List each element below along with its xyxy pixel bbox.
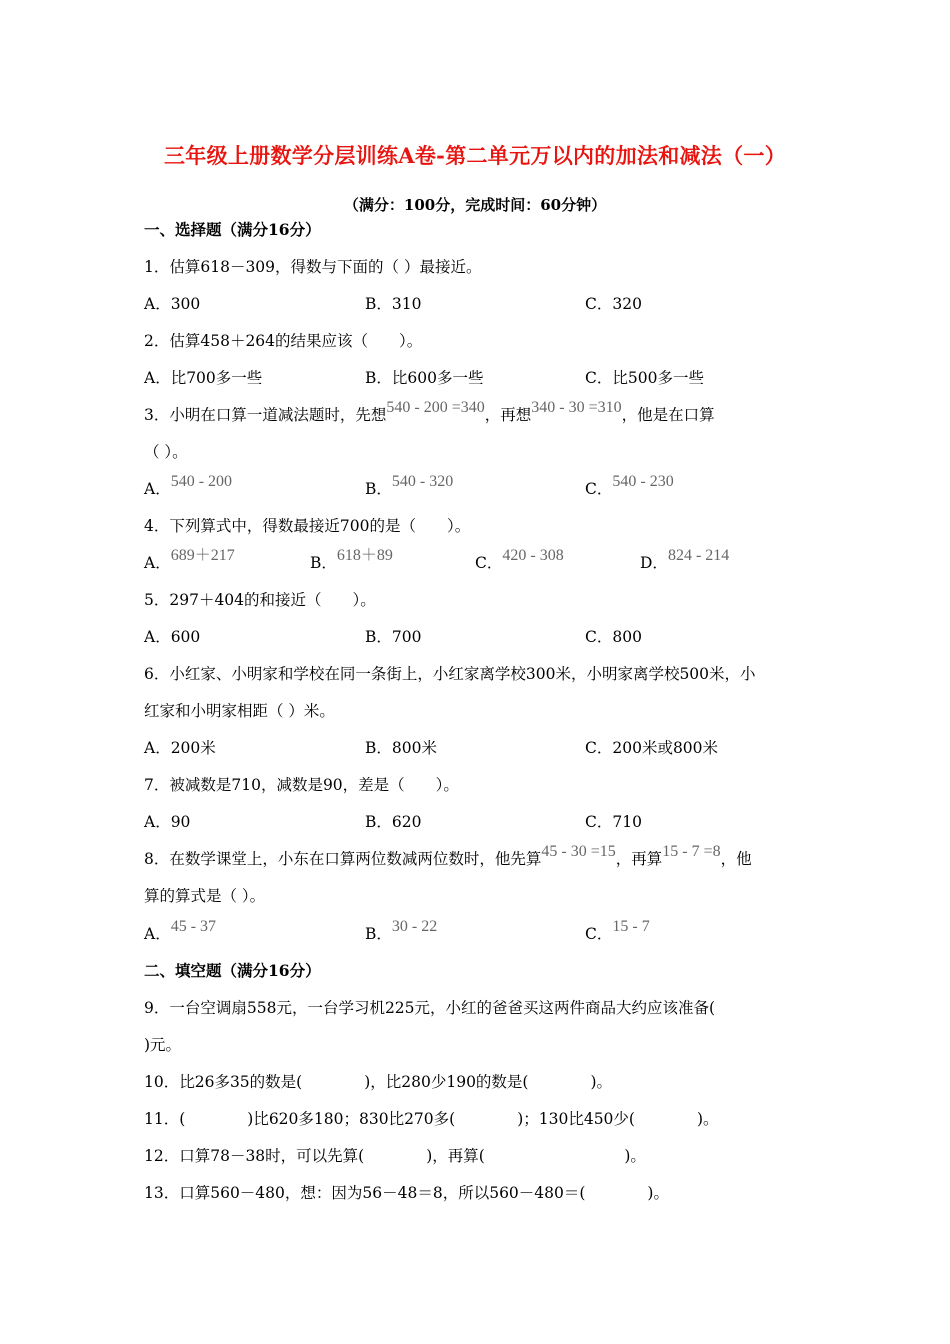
q5-option-a: A．600 xyxy=(144,628,201,646)
q8-text-post: ，他 xyxy=(720,850,752,868)
question-8 xyxy=(144,843,752,870)
q4-option-b xyxy=(310,547,393,574)
question-6-line-2: 红家和小明家相距（ ）米。 xyxy=(144,702,335,720)
q4-option-b-label: B． xyxy=(310,554,337,572)
q4-option-c xyxy=(475,547,564,574)
question-13: 13．口算560－480，想：因为56－48＝8，所以560－480＝( )。 xyxy=(144,1184,669,1202)
q3-option-b-label: B． xyxy=(365,480,392,498)
q1-option-c: C．320 xyxy=(585,295,642,313)
q3-option-a-formula: 540 - 200 xyxy=(170,473,233,490)
q4-option-d-formula: 824 - 214 xyxy=(667,547,730,564)
q8-option-b-formula: 30 - 22 xyxy=(391,918,438,935)
q7-option-c: C．710 xyxy=(585,813,642,831)
q1-option-b: B．310 xyxy=(365,295,422,313)
question-6: 6．小红家、小明家和学校在同一条街上，小红家离学校300米，小明家离学校500米，小 xyxy=(144,665,756,683)
q8-option-c-label: C． xyxy=(585,925,613,943)
q1-option-a: A．300 xyxy=(144,295,201,313)
q8-text-mid: ，再算 xyxy=(615,850,663,868)
q3-option-c xyxy=(585,473,674,500)
q4-option-c-formula: 420 - 308 xyxy=(502,547,564,564)
question-7: 7．被减数是710，减数是90，差是（ ）。 xyxy=(144,776,459,794)
question-12: 12．口算78－38时，可以先算( )，再算( )。 xyxy=(144,1147,646,1165)
q4-option-a-formula: 689＋217 xyxy=(170,547,235,564)
q3-option-a-label: A． xyxy=(144,480,171,498)
q6-option-a: A．200米 xyxy=(144,739,216,757)
q3-text-mid: ，再想 xyxy=(484,406,532,424)
q3-formula-1: 540 - 200 =340 xyxy=(386,399,485,416)
q2-option-c: C．比500多一些 xyxy=(585,369,704,387)
q3-option-c-formula: 540 - 230 xyxy=(612,473,674,490)
question-9: 9．一台空调扇558元，一台学习机225元，小红的爸爸买这两件商品大约应该准备( xyxy=(144,999,716,1017)
worksheet-title: 三年级上册数学分层训练A卷-第二单元万以内的加法和减法（一） xyxy=(163,143,786,168)
question-3 xyxy=(144,399,715,426)
q8-option-a-label: A． xyxy=(144,925,171,943)
question-3-line-2: （ ）。 xyxy=(144,443,188,461)
q5-option-b: B．700 xyxy=(365,628,422,646)
q3-option-b xyxy=(365,473,454,500)
section-choice-heading: 一、选择题（满分16分） xyxy=(144,220,321,239)
worksheet-subtitle: （满分：100分，完成时间：60分钟） xyxy=(343,196,607,214)
q7-option-b: B．620 xyxy=(365,813,422,831)
q7-option-a: A．90 xyxy=(144,813,191,831)
question-2: 2．估算458＋264的结果应该（ ）。 xyxy=(144,332,423,350)
q4-option-a-label: A． xyxy=(144,554,171,572)
q8-option-c xyxy=(585,918,650,945)
question-4: 4．下列算式中，得数最接近700的是（ ）。 xyxy=(144,517,471,535)
q8-option-c-formula: 15 - 7 xyxy=(612,918,650,935)
q6-option-c: C．200米或800米 xyxy=(585,739,719,757)
q4-option-b-formula: 618＋89 xyxy=(336,547,393,564)
q3-text-pre: 3．小明在口算一道减法题时，先想 xyxy=(144,406,387,424)
q3-text-post: ，他是在口算 xyxy=(621,406,715,424)
q2-option-b: B．比600多一些 xyxy=(365,369,484,387)
q3-formula-2: 340 - 30 =310 xyxy=(531,399,622,416)
question-11: 11．( )比620多180；830比270多( )；130比450少( )。 xyxy=(144,1110,719,1128)
section-fill-heading: 二、填空题（满分16分） xyxy=(144,961,321,980)
question-1: 1．估算618－309，得数与下面的（ ）最接近。 xyxy=(144,258,482,276)
q4-option-d xyxy=(640,547,730,574)
q5-option-c: C．800 xyxy=(585,628,642,646)
q4-option-d-label: D． xyxy=(640,554,668,572)
q8-option-b-label: B． xyxy=(365,925,392,943)
q6-option-b: B．800米 xyxy=(365,739,437,757)
q3-option-c-label: C． xyxy=(585,480,613,498)
q2-option-a: A．比700多一些 xyxy=(144,369,263,387)
q8-formula-2: 15 - 7 =8 xyxy=(662,843,721,860)
q8-text-pre: 8．在数学课堂上，小东在口算两位数减两位数时，他先算 xyxy=(144,850,542,868)
q8-option-a xyxy=(144,918,217,945)
q3-option-a xyxy=(144,473,233,500)
question-5: 5．297＋404的和接近（ ）。 xyxy=(144,591,376,609)
q8-formula-1: 45 - 30 =15 xyxy=(541,843,616,860)
q8-option-a-formula: 45 - 37 xyxy=(170,918,217,935)
q8-option-b xyxy=(365,918,438,945)
q4-option-c-label: C． xyxy=(475,554,503,572)
question-9-line-2: )元。 xyxy=(144,1036,182,1054)
q3-option-b-formula: 540 - 320 xyxy=(391,473,454,490)
q4-option-a xyxy=(144,547,235,574)
question-10: 10．比26多35的数是( )，比280少190的数是( )。 xyxy=(144,1073,613,1091)
question-8-line-2: 算的算式是（ ）。 xyxy=(144,887,266,905)
